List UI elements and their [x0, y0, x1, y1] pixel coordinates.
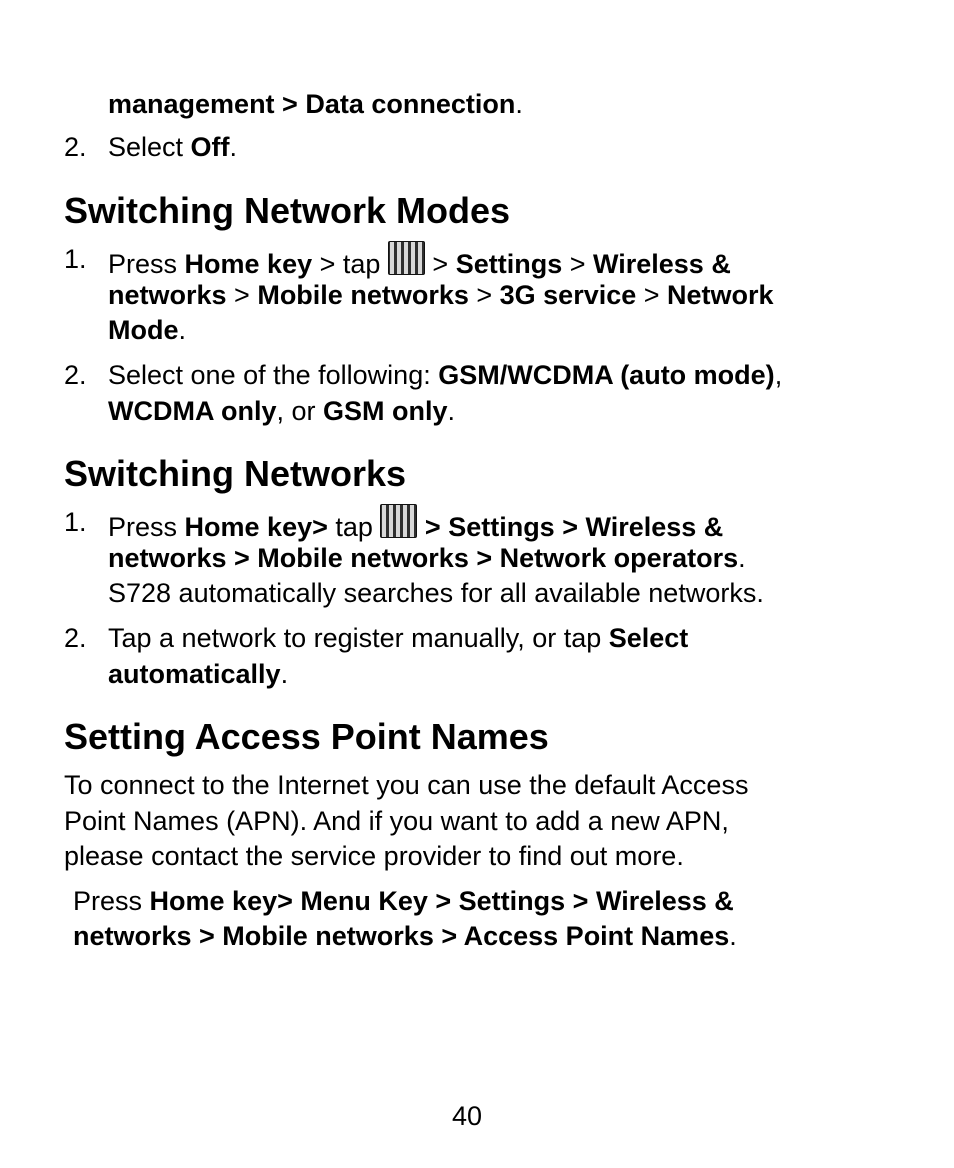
text: , or [276, 396, 323, 426]
settings-path: > Settings > Wireless & [417, 512, 724, 542]
sec2-step1-line3: S728 automatically searches for all available networks. [108, 578, 764, 608]
heading-setting-apn: Setting Access Point Names [64, 716, 549, 757]
mobile-networks: Mobile networks [257, 280, 469, 310]
heading-switching-networks: Switching Networks [64, 453, 407, 494]
punct: . [447, 396, 456, 426]
menu-path: networks > Mobile networks > Access Point Names [73, 921, 730, 951]
sec1-step1-line2 [108, 277, 774, 313]
mode: Mode [108, 315, 179, 345]
3g-service: 3G service [499, 280, 637, 310]
text: Press [108, 249, 185, 279]
page-number: 40 [451, 1101, 483, 1131]
punct: . [729, 921, 737, 951]
text: Select [108, 132, 191, 162]
select: Select [608, 623, 689, 653]
sec2-step2-line2 [108, 656, 288, 692]
punct: . [515, 89, 523, 119]
heading-switching-network-modes: Switching Network Modes [64, 190, 511, 231]
sec2-step1-line1 [108, 504, 723, 545]
paragraph-line: Point Names (APN). And if you want to add a new APN, [64, 806, 729, 836]
apn-path-line2 [73, 918, 737, 954]
menu-path: management > Data connection [108, 89, 516, 119]
sec1-step1-line3 [108, 312, 186, 348]
menu-path: Home key> Menu Key > Settings > Wireless & [149, 886, 734, 916]
punct: . [178, 315, 187, 345]
settings: Settings [455, 249, 563, 279]
punct: . [229, 132, 238, 162]
home-key: Home key [184, 249, 313, 279]
text: > [468, 280, 500, 310]
sec1-step2-line2 [108, 393, 455, 429]
apps-grid-icon [380, 504, 417, 538]
paragraph-line: To connect to the Internet you can use the default Access [64, 770, 749, 800]
network-operators-path: networks > Mobile networks > Network operators [108, 543, 739, 573]
punct: . [738, 543, 746, 573]
home-key: Home key> [184, 512, 328, 542]
apn-path-line1 [73, 883, 734, 919]
step-number: 2. [64, 360, 87, 390]
text: tap [327, 512, 381, 542]
text: Select one of the following: [108, 360, 439, 390]
intro-line-2 [108, 129, 237, 165]
punct: , [774, 360, 783, 390]
network: Network [667, 280, 774, 310]
text: > [226, 280, 258, 310]
text: Tap a network to register manually, or tap [108, 623, 609, 653]
step-number: 2. [64, 623, 87, 653]
text: > [636, 280, 668, 310]
text: Press [108, 512, 185, 542]
paragraph-line: please contact the service provider to find out more. [64, 841, 684, 871]
step-number: 1. [64, 244, 87, 274]
text: > tap [312, 249, 388, 279]
sec1-step2-line1 [108, 357, 782, 393]
wireless: Wireless & [593, 249, 731, 279]
option-off: Off [190, 132, 230, 162]
step-number: 2. [64, 132, 87, 162]
punct: . [280, 659, 289, 689]
sec2-step2-line1 [108, 620, 688, 656]
gsm-wcdma-auto: GSM/WCDMA (auto mode) [438, 360, 775, 390]
intro-line-1 [108, 86, 523, 122]
wcdma-only: WCDMA only [108, 396, 277, 426]
sec2-step1-line2 [108, 540, 746, 576]
text: Press [73, 886, 150, 916]
networks: networks [108, 280, 227, 310]
text: > [424, 249, 456, 279]
apps-grid-icon [388, 241, 425, 275]
sec1-step1-line1 [108, 241, 731, 282]
gsm-only: GSM only [323, 396, 448, 426]
text: > [562, 249, 593, 279]
step-number: 1. [64, 507, 87, 537]
automatically: automatically [108, 659, 281, 689]
